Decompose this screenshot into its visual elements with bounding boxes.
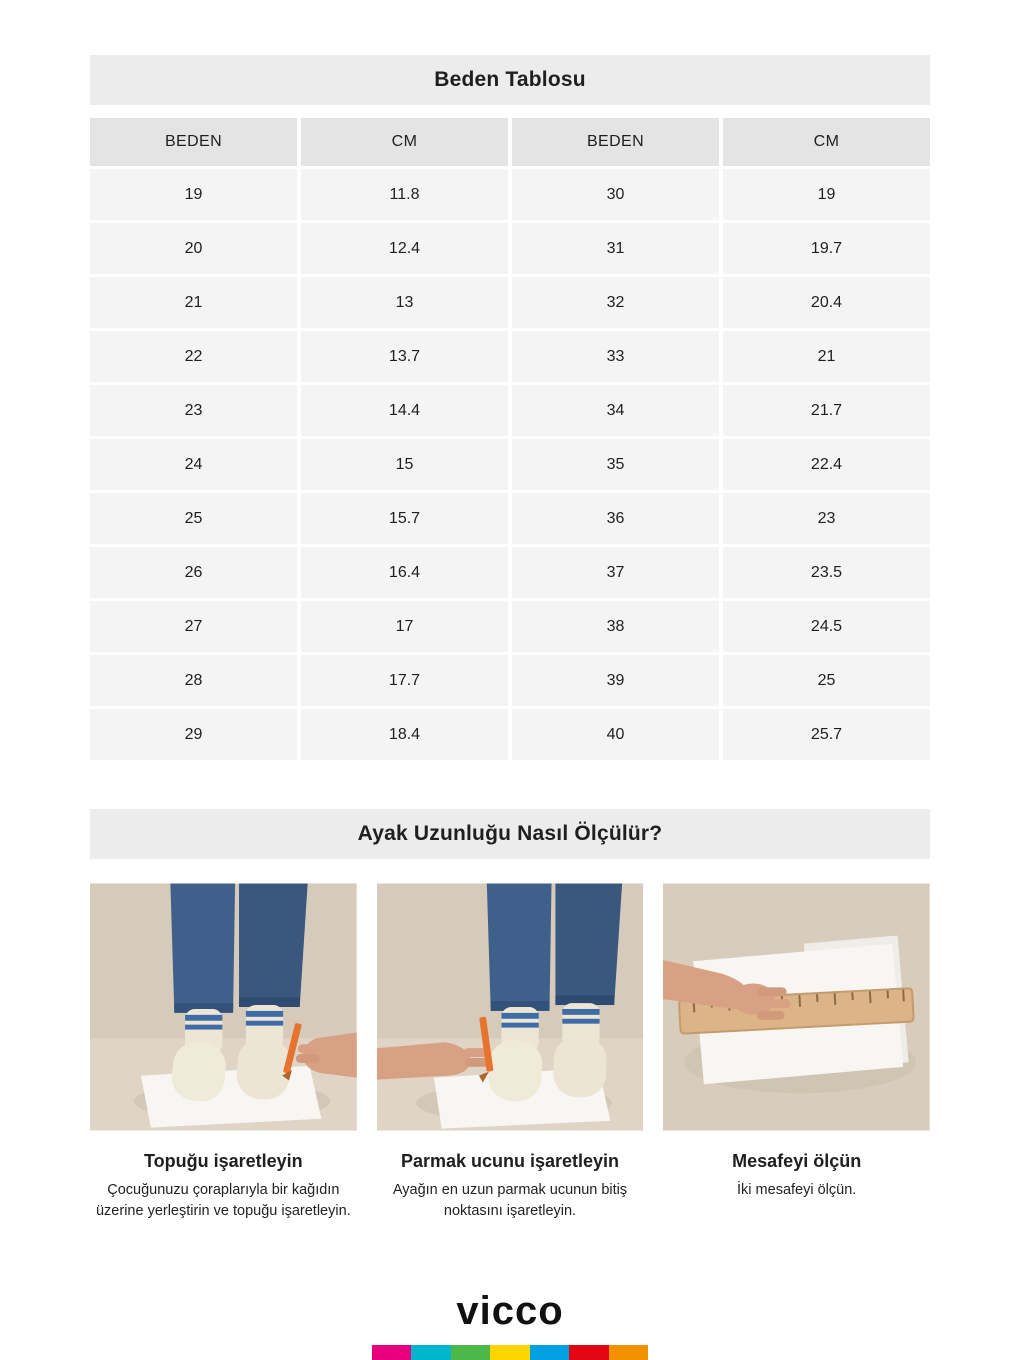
table-cell: 39 — [512, 655, 719, 706]
step-toe-description: Ayağın en uzun parmak ucunun bitiş noktasını işaretleyin. — [392, 1182, 628, 1220]
column-header: BEDEN — [90, 118, 297, 166]
step-toe-heading: Parmak ucunu işaretleyin — [400, 1151, 620, 1171]
table-cell: 32 — [512, 277, 719, 328]
table-row — [90, 655, 930, 706]
table-row — [90, 547, 930, 598]
rainbow-segment — [569, 1345, 608, 1360]
table-cell: 19 — [723, 169, 930, 220]
step-measure-heading: Mesafeyi ölçün — [732, 1151, 862, 1171]
size-table-body — [90, 169, 930, 760]
table-cell: 15 — [301, 439, 508, 490]
step-measure — [663, 881, 930, 1222]
size-table-wrap — [86, 115, 934, 763]
table-cell: 26 — [90, 547, 297, 598]
vicco-logo: vicco — [456, 1289, 564, 1333]
measure-banner — [90, 809, 930, 859]
table-cell: 25.7 — [723, 709, 930, 760]
table-cell: 21 — [723, 331, 930, 382]
table-row — [90, 277, 930, 328]
table-cell: 25 — [90, 493, 297, 544]
size-chart-banner — [90, 55, 930, 105]
table-cell: 17.7 — [301, 655, 508, 706]
table-row — [90, 493, 930, 544]
rainbow-segment — [411, 1345, 450, 1360]
table-cell: 23 — [90, 385, 297, 436]
table-cell: 24.5 — [723, 601, 930, 652]
table-cell: 38 — [512, 601, 719, 652]
table-cell: 28 — [90, 655, 297, 706]
rainbow-bar — [372, 1345, 648, 1360]
table-cell: 13.7 — [301, 331, 508, 382]
table-cell: 15.7 — [301, 493, 508, 544]
table-cell: 23 — [723, 493, 930, 544]
table-cell: 20.4 — [723, 277, 930, 328]
table-cell: 27 — [90, 601, 297, 652]
table-cell: 29 — [90, 709, 297, 760]
table-cell: 31 — [512, 223, 719, 274]
rainbow-segment — [451, 1345, 490, 1360]
table-cell: 36 — [512, 493, 719, 544]
step-toe — [377, 881, 644, 1222]
table-cell: 12.4 — [301, 223, 508, 274]
step-heel-heading: Topuğu işaretleyin — [143, 1151, 303, 1171]
table-cell: 25 — [723, 655, 930, 706]
measure-steps — [90, 881, 930, 1222]
table-cell: 34 — [512, 385, 719, 436]
step-measure-description: İki mesafeyi ölçün. — [737, 1182, 857, 1198]
table-cell: 19 — [90, 169, 297, 220]
table-cell: 33 — [512, 331, 719, 382]
table-cell: 17 — [301, 601, 508, 652]
table-row — [90, 169, 930, 220]
size-table-head — [90, 118, 930, 166]
table-cell: 30 — [512, 169, 719, 220]
table-cell: 16.4 — [301, 547, 508, 598]
table-cell: 18.4 — [301, 709, 508, 760]
column-header: CM — [723, 118, 930, 166]
table-cell: 24 — [90, 439, 297, 490]
table-cell: 22.4 — [723, 439, 930, 490]
table-row — [90, 385, 930, 436]
table-cell: 40 — [512, 709, 719, 760]
heel-marking-photo — [90, 881, 357, 1133]
table-cell: 23.5 — [723, 547, 930, 598]
table-row — [90, 439, 930, 490]
table-cell: 11.8 — [301, 169, 508, 220]
table-cell: 37 — [512, 547, 719, 598]
table-cell: 13 — [301, 277, 508, 328]
rainbow-segment — [372, 1345, 411, 1360]
size-table — [86, 115, 934, 763]
toe-marking-photo — [377, 881, 644, 1133]
step-heel — [90, 881, 357, 1222]
table-cell: 22 — [90, 331, 297, 382]
rainbow-segment — [530, 1345, 569, 1360]
column-header: CM — [301, 118, 508, 166]
table-cell: 21.7 — [723, 385, 930, 436]
table-row — [90, 331, 930, 382]
measure-title: Ayak Uzunluğu Nasıl Ölçülür? — [357, 822, 663, 845]
step-heel-description: Çocuğunuzu çoraplarıyla bir kağıdın üzerine yerleştirin ve topuğu işaretleyin. — [95, 1182, 351, 1220]
table-cell: 20 — [90, 223, 297, 274]
size-table-header-row — [90, 118, 930, 166]
table-row — [90, 709, 930, 760]
rainbow-segment — [609, 1345, 648, 1360]
table-cell: 21 — [90, 277, 297, 328]
table-cell: 14.4 — [301, 385, 508, 436]
content-area — [90, 0, 930, 1222]
column-header: BEDEN — [512, 118, 719, 166]
table-row — [90, 601, 930, 652]
ruler-measuring-photo — [663, 881, 930, 1133]
size-chart-title: Beden Tablosu — [434, 68, 586, 91]
table-cell: 35 — [512, 439, 719, 490]
rainbow-segment — [490, 1345, 529, 1360]
table-row — [90, 223, 930, 274]
table-cell: 19.7 — [723, 223, 930, 274]
